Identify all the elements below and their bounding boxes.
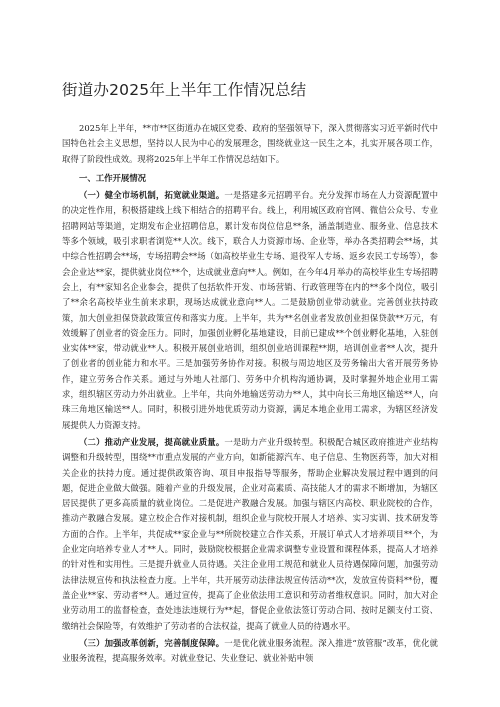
item-body-1: 一是搭建多元招聘平台。充分发挥市场在人力资源配置中的决定性作用，积极搭建线上线下相结合的招聘平台。线上，利用城区政府官网、微信公众号、专业招聘网站等渠道，定期发布企业招聘信息，累计发布岗位信息**条，涵盖制造业、服务业、信息技术等多个领域，吸引求职者浏览**人次。线下，联合人力资源市场、企业等，举办各类招聘会**场，其中综合性招聘会**场，专场招聘会**场（如高校毕业生专场、退役军人专场、返乡农民工专场等），参会企业达**家，提供就业岗位**个，达成就业意向**人。例如，在今年4月举办的高校毕业生专场招聘会上，有**家知名企业参会，提供了包括软件开发、市场营销、行政管理等在内的**多个岗位，吸引了**余名高校毕业生前来求职，现场达成就业意向**人。二是鼓励创业带动就业。完善创业扶持政策，加大创业担保贷款政策宣传和落实力度。上半年，共为**名创业者发放创业担保贷款**万元，有效缓解了创业者的资金压力。同时，加强创业孵化基地建设，目前已建成**个创业孵化基地，入驻创业实体**家，带动就业**人。积极开展创业培训，组织创业培训课程**期，培训创业者**人次，提升了创业者的创业能力和水平。三是加强劳务协作对接。积极与周边地区及劳务输出大省开展劳务协作，建立劳务合作关系。通过与外地人社部门、劳务中介机构沟通协调，及时掌握外地企业用工需求，组织辖区劳动力外出就业。上半年，共向外地输送劳动力**人，其中向长三角地区输送**人，向珠三角地区输送**人。同时，积极引进外地优质劳动力资源，满足本地企业用工需求，为辖区经济发展提供人力资源支持。 bbox=[62, 190, 439, 430]
item-body-3: 一是优化就业服务流程。深入推进“放管服”改革，优化就业服务流程，提高服务效率。对就业登记、失业登记、就业补贴申领 bbox=[62, 637, 438, 664]
item-paragraph-2 bbox=[62, 435, 438, 634]
item-lead-3: （三）加强改革创新，完善制度保障。 bbox=[79, 637, 225, 648]
item-body-2: 一是助力产业升级转型。积极配合城区政府推进产业结构调整和升级转型，围绕**市重点发展的产业方向，如新能源汽车、电子信息、生物医药等，加大对相关企业的扶持力度。通过提供政策咨询、项目申报指导等服务，帮助企业解决发展过程中遇到的问题，促进企业做大做强。随着产业的升级发展，企业对高素质、高技能人才的需求不断增加，为辖区居民提供了更多高质量的就业岗位。二是促进产教融合发展。加强与辖区内高校、职业院校的合作，推动产教融合发展。建立校企合作对接机制，组织企业与院校开展人才培养、实习实训、技术研发等方面的合作。上半年，共促成**家企业与**所院校建立合作关系，开展订单式人才培养项目**个，为企业定向培养专业人才**人。同时，鼓励院校根据企业需求调整专业设置和课程体系，提高人才培养的针对性和实用性。三是提升就业人员待遇。关注企业用工规范和就业人员待遇保障问题，加强劳动法律法规宣传和执法检查力度。上半年，共开展劳动法律法规宣传活动**次，发放宣传资料**份，覆盖企业**家、劳动者**人。通过宣传，提高了企业依法用工意识和劳动者维权意识。同时，加大对企业劳动用工的监督检查，查处违法违规行为**起，督促企业依法签订劳动合同、按时足额支付工资、缴纳社会保险等，有效维护了劳动者的合法权益，提高了就业人员的待遇水平。 bbox=[62, 436, 439, 631]
section-heading: 一、工作开展情况 bbox=[79, 172, 146, 183]
item-paragraph-1 bbox=[62, 188, 438, 433]
item-paragraph-3 bbox=[62, 636, 438, 667]
intro-paragraph: 2025年上半年，**市**区街道办在城区党委、政府的坚强领导下，深入贯彻落实习近平新时代中国特色社会主义思想，坚持以人民为中心的发展理念，围绕就业这一民生之本，扎实开展各项工作，取得了阶段性成效。现将2025年上半年工作情况总结如下。 bbox=[62, 123, 438, 164]
item-lead-2: （二）推动产业发展，提高就业质量。 bbox=[79, 436, 225, 447]
item-lead-1: （一）健全市场机制，拓宽就业渠道。 bbox=[79, 190, 225, 201]
document-title: 街道办2025年上半年工作情况总结 bbox=[62, 81, 307, 99]
